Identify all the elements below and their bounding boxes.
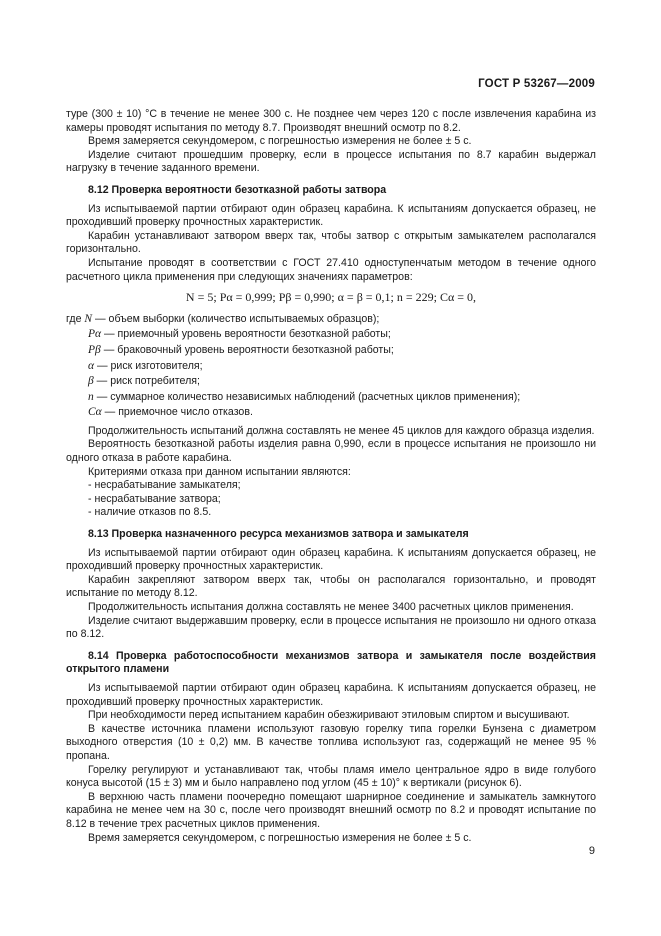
- definition-text: — объем выборки (количество испытываемых образцов);: [92, 312, 380, 325]
- paragraph: При необходимости перед испытанием карабин обезжиривают этиловым спиртом и высушивают.: [88, 709, 570, 722]
- paragraph: Вероятность безотказной работы изделия равна 0,990, если в процессе испытания не произошло ни одного отказа в работе карабина.: [66, 438, 596, 465]
- definition-item: [66, 328, 596, 342]
- definition-item: [66, 375, 596, 389]
- paragraph: Карабин устанавливают затвором вверх так, чтобы затвор с открытым замыкателем располагался горизонтально.: [66, 229, 596, 256]
- paragraph: Из испытываемой партии отбирают один образец карабина. К испытаниям допускается образец, не проходивший проверку прочностных характеристик.: [66, 546, 596, 573]
- definition-text: — браковочный уровень вероятности безотказной работы;: [100, 343, 394, 356]
- page-content: [66, 108, 596, 845]
- paragraph: В качестве источника пламени используют газовую горелку типа горелки Бунзена с диаметром выходного отверстия (10 ± 0,2) мм. В качестве топлива используют газ, содержащий не менее 95 % пропана.: [66, 722, 596, 762]
- paragraph: Продолжительность испытания должна составлять не менее 3400 расчетных циклов применения.: [88, 601, 574, 613]
- paragraph: Из испытываемой партии отбирают один образец карабина. К испытаниям допускается образец, не проходивший проверку прочностных характеристик.: [66, 681, 596, 708]
- paragraph: Испытание проводят в соответствии с ГОСТ 27.410 одноступенчатым методом в течение одного расчетного цикла применения при следующих значениях параметров:: [66, 256, 596, 283]
- paragraph: туре (300 ± 10) °С в течение не менее 300 с. Не позднее чем через 120 с после извлечения карабина из камеры проводят испытания по методу 8.7. Производят внешний осмотр по 8.2.: [66, 108, 596, 134]
- list-item: - несрабатывание замыкателя;: [88, 479, 241, 492]
- definition-symbol: Cα: [88, 406, 102, 419]
- definition-symbol: N: [84, 312, 93, 325]
- definition-prefix: где: [66, 312, 85, 325]
- paragraph: Изделие считают выдержавшим проверку, если в процессе испытания не произошло ни одного отказа по 8.12.: [66, 614, 596, 641]
- definition-text: — суммарное количество независимых наблюдений (расчетных циклов применения);: [93, 390, 521, 403]
- definition-symbol: n: [88, 390, 94, 403]
- definition-symbol: α: [88, 359, 95, 372]
- formula: N = 5; Pα = 0,999; Pβ = 0,990; α = β = 0,1; n = 229; Cα = 0,: [185, 290, 477, 305]
- paragraph: Горелку регулируют и устанавливают так, чтобы пламя имело центральное ядро в виде голубого конуса высотой (15 ± 3) мм и было направлено под углом (45 ± 10)° к вертикали (рисунок 6).: [66, 763, 596, 790]
- section-heading-8-13: 8.13 Проверка назначенного ресурса механизмов затвора и замыкателя: [88, 528, 469, 541]
- list-item: - наличие отказов по 8.5.: [88, 506, 212, 519]
- page-number: 9: [588, 845, 595, 857]
- paragraph: Время замеряется секундомером, с погрешностью измерения не более ± 5 с.: [88, 831, 472, 844]
- definition-item: [66, 344, 596, 358]
- paragraph: Из испытываемой партии отбирают один образец карабина. К испытаниям допускается образец, не проходивший проверку прочностных характеристик.: [66, 202, 596, 229]
- definition-item: [66, 406, 596, 420]
- definition-item: [66, 313, 596, 327]
- definition-symbol: Pα: [88, 328, 102, 341]
- definition-text: — приемочный уровень вероятности безотказной работы;: [101, 328, 391, 341]
- definition-item: [66, 391, 596, 405]
- section-heading-8-14: 8.14 Проверка работоспособности механизмов затвора и замыкателя после воздействия открытого пламени: [66, 649, 596, 676]
- definition-text: — риск изготовителя;: [94, 359, 203, 372]
- paragraph: В верхнюю часть пламени поочередно помещают шарнирное соединение и замыкатель замкнутого карабина не менее чем на 30 с, после чего производят внешний осмотр по 8.2 и проводят испытание по 8.12 в течение трех расчетных циклов применения.: [66, 790, 596, 830]
- definition-text: — приемочное число отказов.: [101, 406, 253, 419]
- section-heading-8-12: 8.12 Проверка вероятности безотказной работы затвора: [88, 183, 387, 196]
- definition-text: — риск потребителя;: [93, 375, 200, 388]
- definition-item: [66, 360, 596, 374]
- paragraph: Критериями отказа при данном испытании являются:: [88, 465, 351, 478]
- list-item: - несрабатывание затвора;: [88, 492, 221, 505]
- document-code-header: ГОСТ Р 53267—2009: [478, 78, 595, 90]
- paragraph: Изделие считают прошедшим проверку, если в процессе испытания по 8.7 карабин выдержал нагрузку в течение заданного времени.: [66, 148, 596, 175]
- definition-symbol: β: [88, 375, 94, 388]
- paragraph: Карабин закрепляют затвором вверх так, чтобы он располагался горизонтально, и проводят испытание по методу 8.12.: [66, 573, 596, 600]
- paragraph: Время замеряется секундомером, с погрешностью измерения не более ± 5 с.: [88, 135, 472, 148]
- paragraph: Продолжительность испытаний должна составлять не менее 45 циклов для каждого образца изделия.: [88, 424, 595, 437]
- definition-symbol: Pβ: [88, 343, 101, 356]
